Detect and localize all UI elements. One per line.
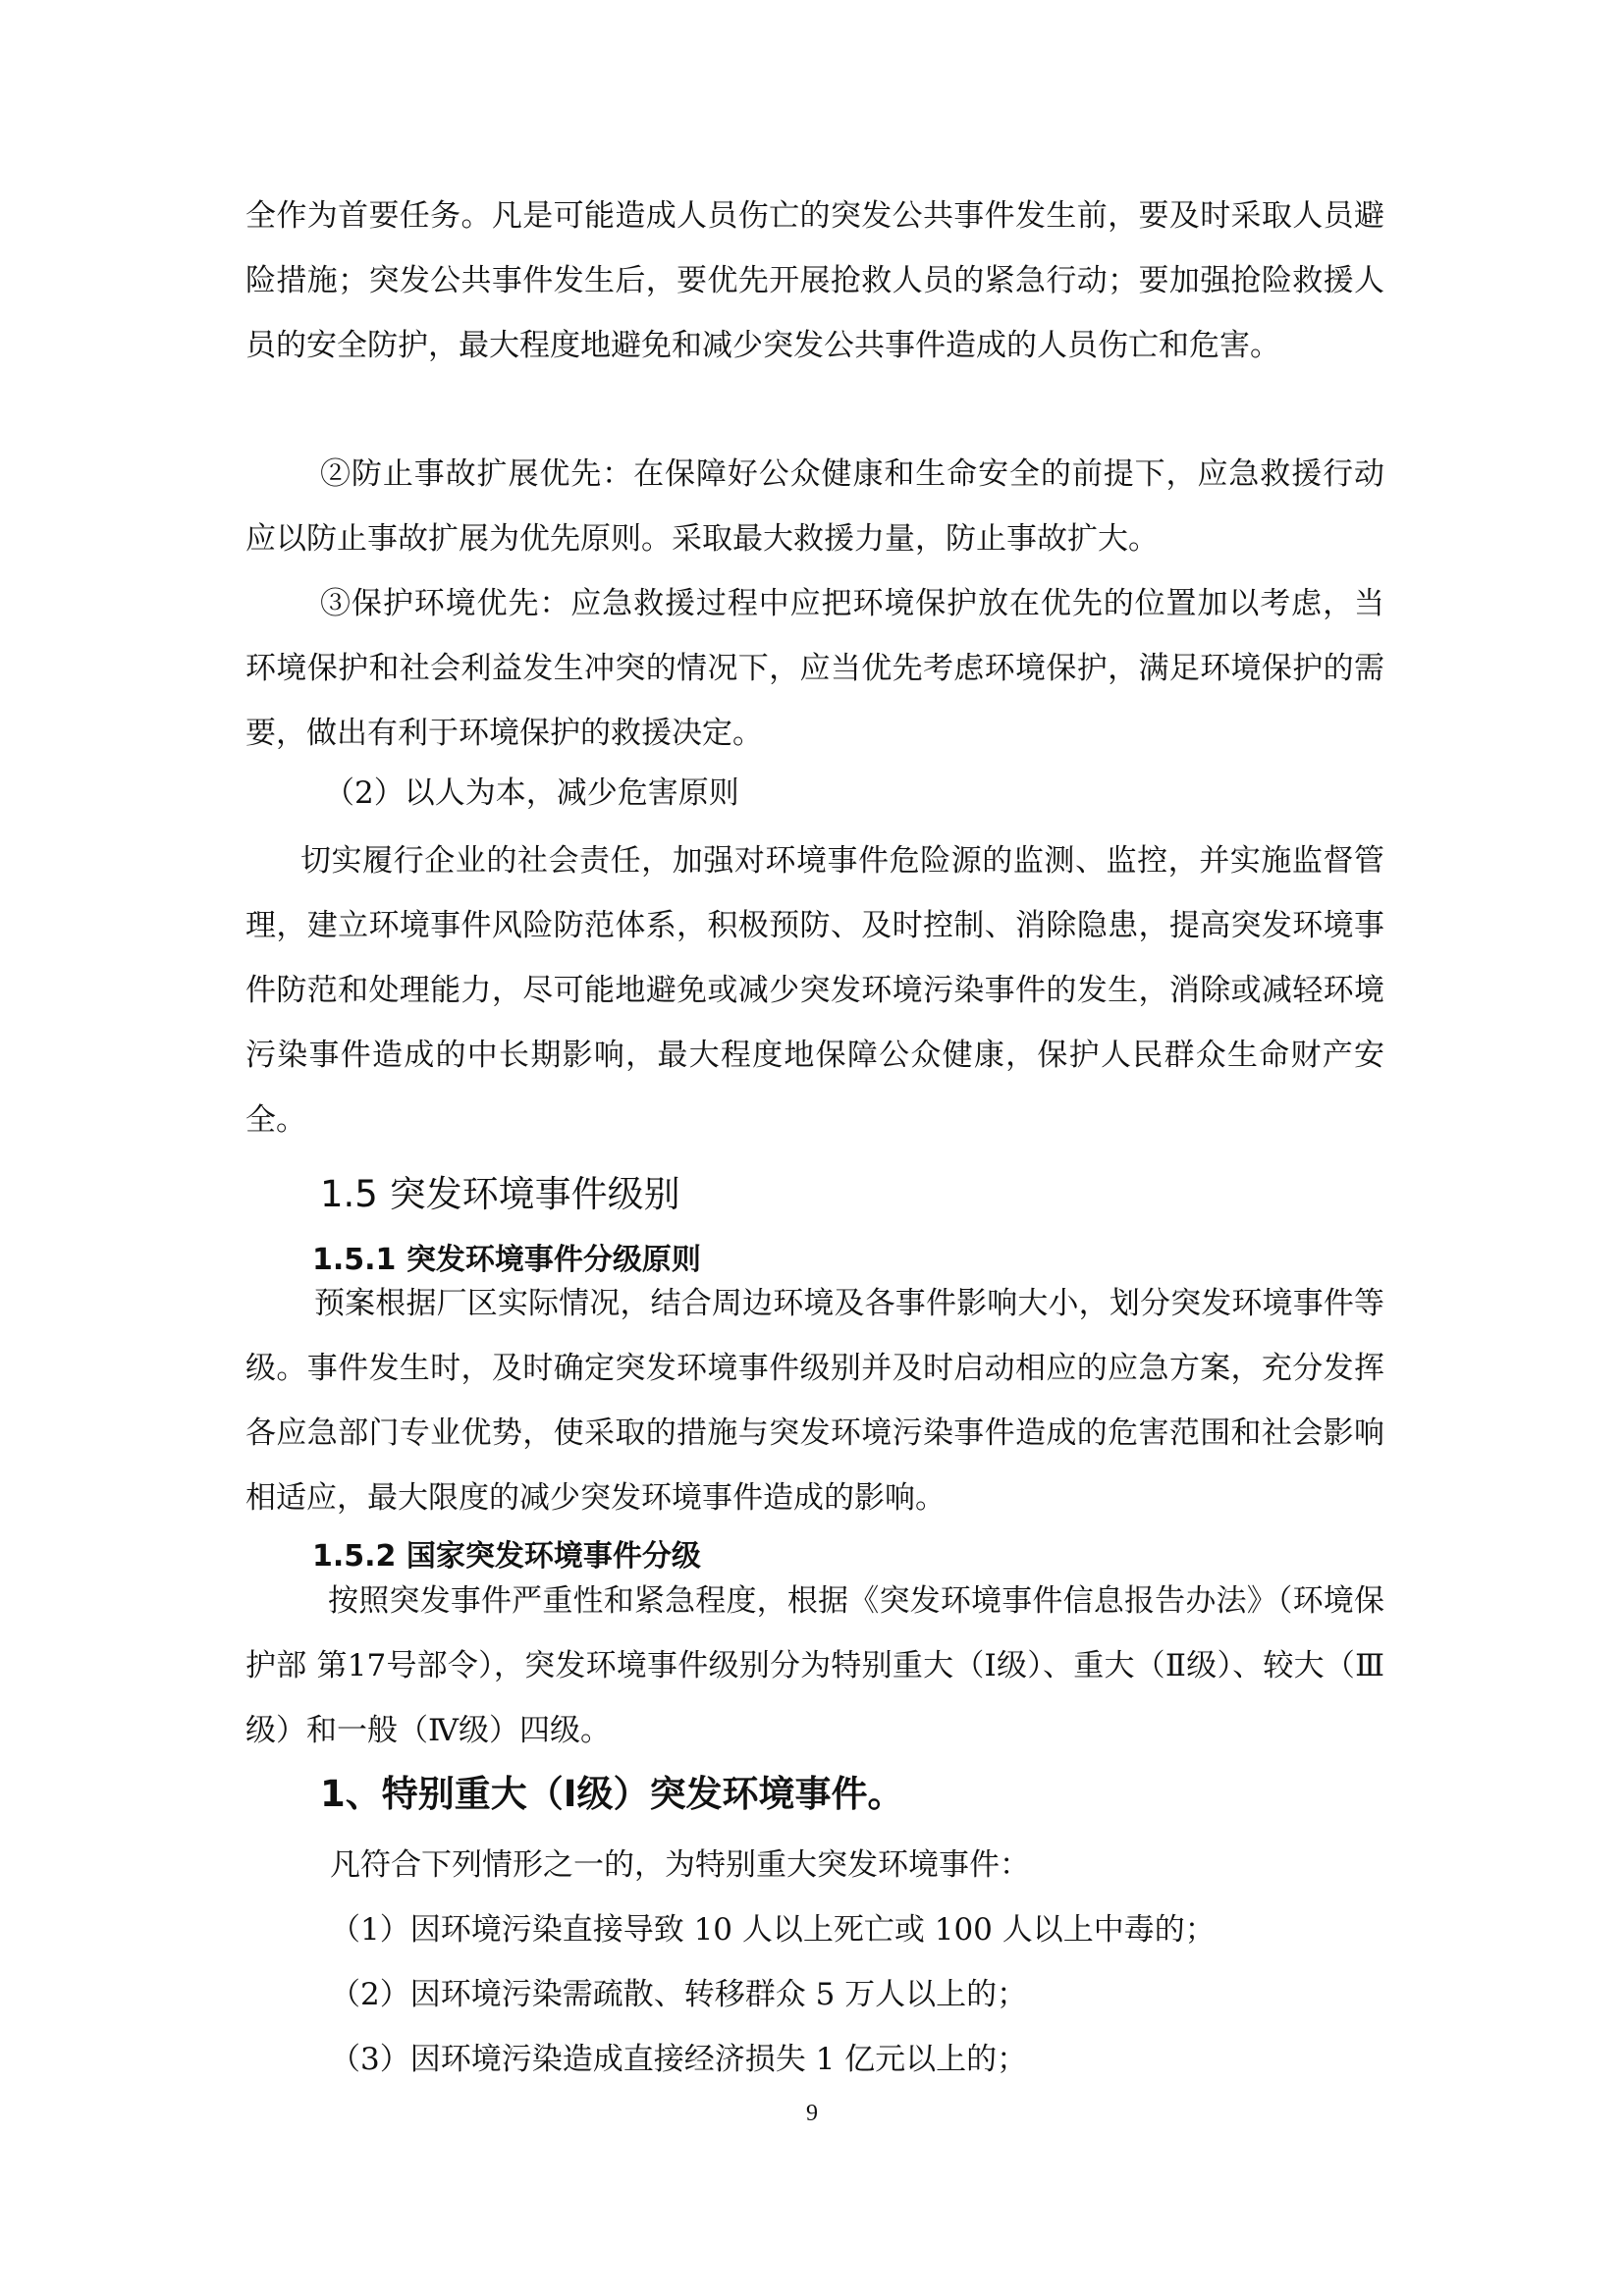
paragraph-social-responsibility: 切实履行企业的社会责任，加强对环境事件危险源的监测、监控，并实施监督管理，建立环境事件风险防范体系，积极预防、及时控制、消除隐患，提高突发环境事件防范和处理能力，尽可能地避免或减少突发环境污染事件的发生，消除或减轻环境污染事件造成的中长期影响，最大程度地保障公众健康，保护人民群众生命财产安全。 [245, 843, 1384, 1138]
list-item: （2）因环境污染需疏散、转移群众 5 万人以上的； [330, 1977, 1028, 2012]
paragraph-prevent-expansion: ②防止事故扩展优先：在保障好公众健康和生命安全的前提下，应急救援行动应以防止事故扩展为优先原则。采取最大救援力量，防止事故扩大。 [245, 456, 1384, 557]
level-1-intro: 凡符合下列情形之一的，为特别重大突发环境事件： [330, 1847, 1030, 1883]
list-item: （3）因环境污染造成直接经济损失 1 亿元以上的； [330, 2042, 1028, 2077]
paragraph-protect-environment: ③保护环境优先：应急救援过程中应把环境保护放在优先的位置加以考虑，当环境保护和社会利益发生冲突的情况下，应当优先考虑环境保护，满足环境保护的需要，做出有利于环境保护的救援决定。 [245, 586, 1384, 751]
principle-heading-people-oriented: （2）以人为本，减少危害原则 [324, 775, 739, 811]
subsection-heading-1-5-2: 1.5.2 国家突发环境事件分级 [312, 1539, 701, 1574]
paragraph-grading-principle: 预案根据厂区实际情况，结合周边环境及各事件影响大小，划分突发环境事件等级。事件发生时，及时确定突发环境事件级别并及时启动相应的应急方案，充分发挥各应急部门专业优势，使采取的措施与突发环境污染事件造成的危害范围和社会影响相适应，最大限度的减少突发环境事件造成的影响。 [245, 1286, 1384, 1516]
paragraph-national-grading: 按照突发事件严重性和紧急程度，根据《突发环境事件信息报告办法》（环境保护部 第17号部令），突发环境事件级别分为特别重大（Ⅰ级）、重大（Ⅱ级）、较大（Ⅲ级）和一般（Ⅳ级）四级。 [245, 1583, 1384, 1748]
list-item: （1）因环境污染直接导致 10 人以上死亡或 100 人以上中毒的； [330, 1912, 1216, 1948]
section-heading-1-5: 1.5 突发环境事件级别 [320, 1173, 680, 1215]
paragraph-safety-first: 全作为首要任务。凡是可能造成人员伤亡的突发公共事件发生前，要及时采取人员避险措施；突发公共事件发生后，要优先开展抢救人员的紧急行动；要加强抢险救援人员的安全防护，最大程度地避免和减少突发公共事件造成的人员伤亡和危害。 [245, 198, 1384, 363]
subsection-heading-1-5-1: 1.5.1 突发环境事件分级原则 [312, 1243, 701, 1277]
page-number: 9 [806, 2101, 818, 2126]
level-1-heading: 1、特别重大（Ⅰ级）突发环境事件。 [320, 1773, 904, 1815]
